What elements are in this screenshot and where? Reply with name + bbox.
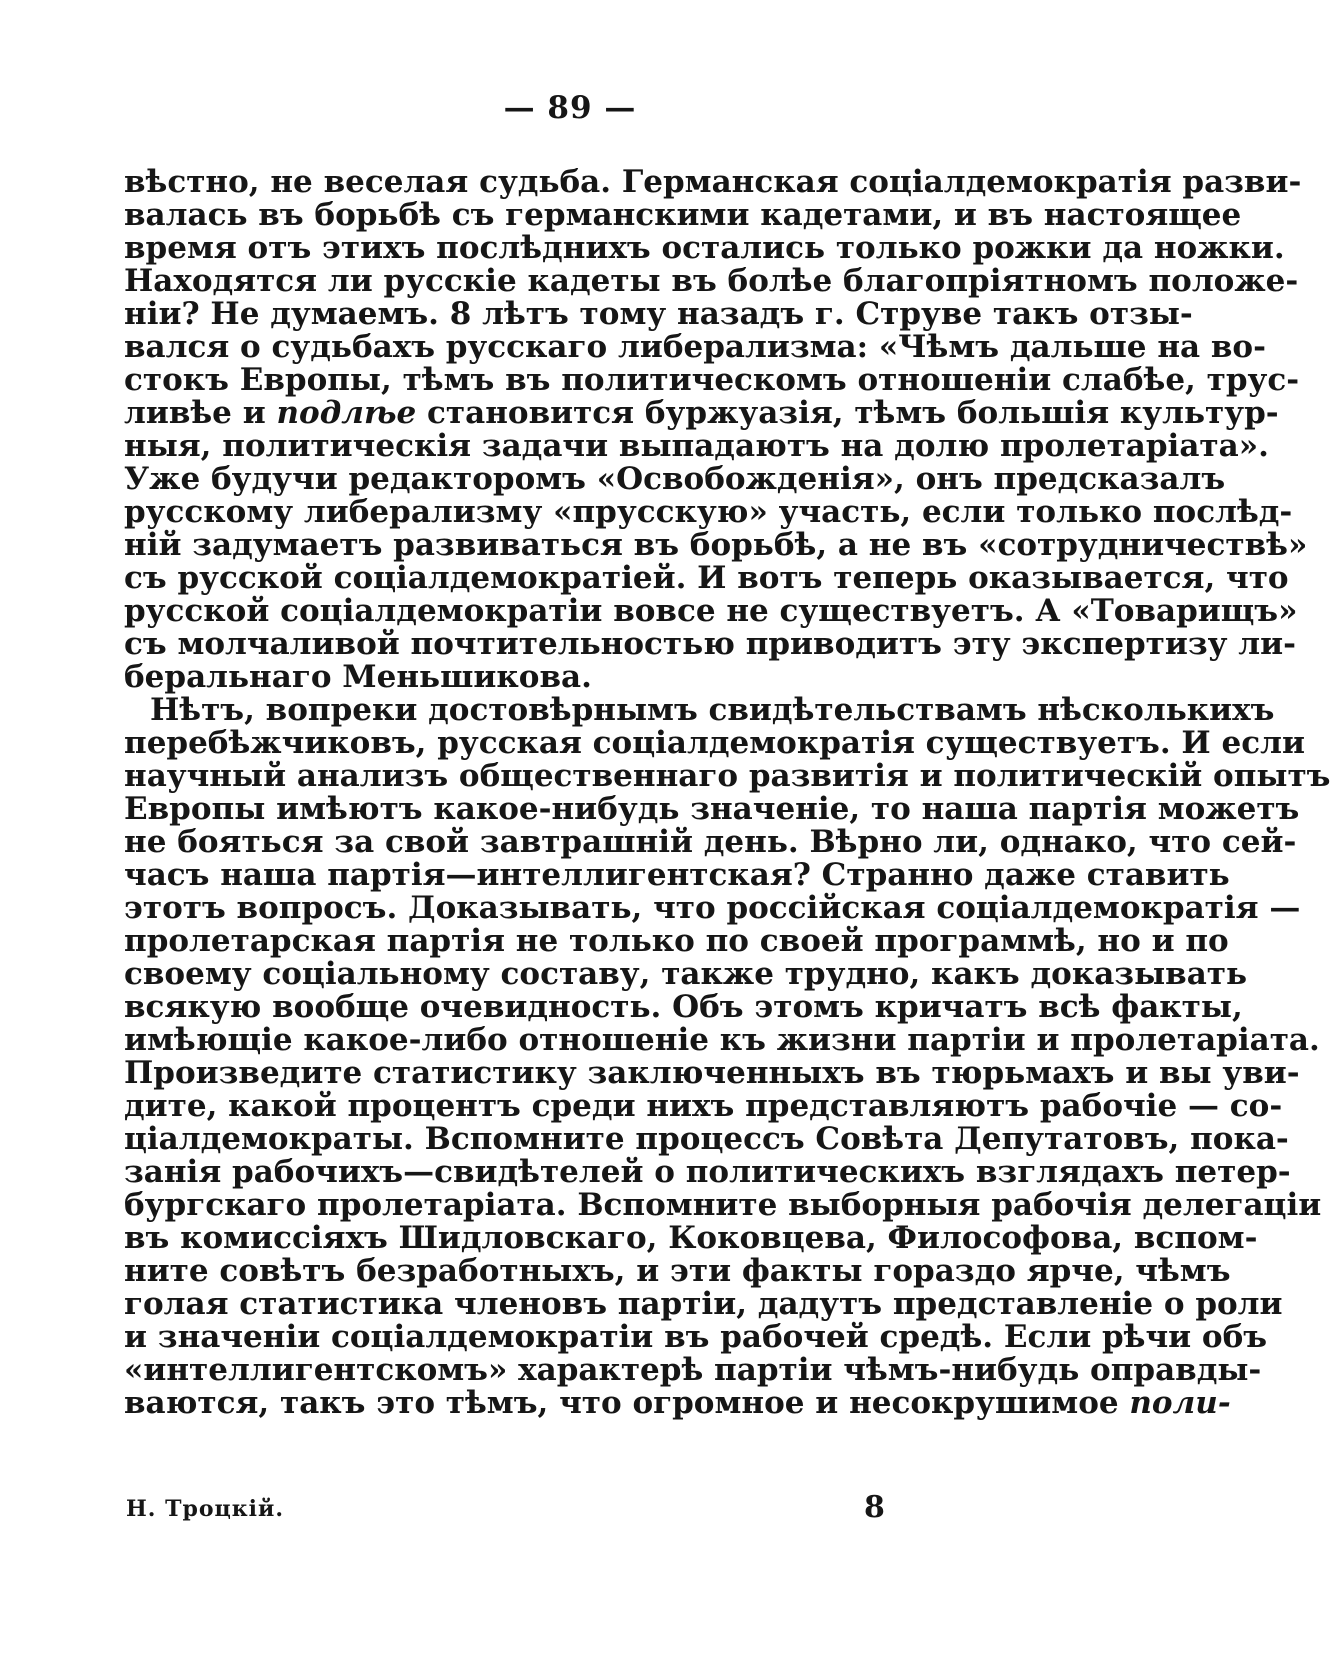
text-line: валась въ борьбѣ съ германскими кадетами, и въ настоящее xyxy=(124,197,1242,233)
text-segment: ливѣе и xyxy=(124,395,277,431)
emphasis-text: поли- xyxy=(1129,1385,1231,1421)
text-line: съ молчаливой почтительностью приводитъ эту экспертизу ли- xyxy=(124,626,1296,662)
text-segment: становится буржуазія, тѣмъ большія культур- xyxy=(416,395,1279,431)
footer-author: Н. Троцкій. xyxy=(126,1496,285,1522)
text-line: не бояться за свой завтрашній день. Вѣрно ли, однако, что сей- xyxy=(124,824,1297,860)
text-segment: ваются, такъ это тѣмъ, что огромное и несокрушимое xyxy=(124,1385,1130,1421)
text-line: пролетарская партія не только по своей программѣ, но и по xyxy=(124,923,1229,959)
text-line xyxy=(124,1385,1231,1421)
text-line: Уже будучи редакторомъ «Освобожденія», онъ предсказалъ xyxy=(124,461,1226,497)
text-line: часъ наша партія—интеллигентская? Странно даже ставить xyxy=(124,857,1230,893)
text-line: ціалдемократы. Вспомните процессъ Совѣта Депутатовъ, пока- xyxy=(124,1121,1289,1157)
text-line: всякую вообще очевидность. Объ этомъ кричатъ всѣ факты, xyxy=(124,989,1243,1025)
text-line: ніи? Не думаемъ. 8 лѣтъ тому назадъ г. Струве такъ отзы- xyxy=(124,296,1193,332)
text-line: голая статистика членовъ партіи, дадутъ представленіе о роли xyxy=(124,1286,1283,1322)
text-line: Европы имѣютъ какое-нибудь значеніе, то наша партія можетъ xyxy=(124,791,1300,827)
text-line: занія рабочихъ—свидѣтелей о политическихъ взглядахъ петер- xyxy=(124,1154,1291,1190)
page-number: — 89 — xyxy=(503,90,637,126)
text-line: этотъ вопросъ. Доказывать, что россійская соціалдемократія — xyxy=(124,890,1301,926)
emphasis-text: подлѣе xyxy=(276,395,417,431)
text-line: Нѣтъ, вопреки достовѣрнымъ свидѣтельствамъ нѣсколькихъ xyxy=(150,692,1275,728)
body-text xyxy=(124,164,1330,1421)
text-line: имѣющіе какое-либо отношеніе къ жизни партіи и пролетаріата. xyxy=(124,1022,1320,1058)
text-line: стокъ Европы, тѣмъ въ политическомъ отношеніи слабѣе, трус- xyxy=(124,362,1300,398)
text-line: беральнаго Меньшикова. xyxy=(124,659,592,695)
text-line: ній задумаетъ развиваться въ борьбѣ, а не въ «сотрудничествѣ» xyxy=(124,527,1308,563)
text-line: научный анализъ общественнаго развитія и политическій опытъ xyxy=(124,758,1330,794)
text-line: «интеллигентскомъ» характерѣ партіи чѣмъ-нибудь оправды- xyxy=(124,1352,1262,1388)
signature-mark: 8 xyxy=(864,1490,885,1525)
text-line: Находятся ли русскіе кадеты въ болѣе благопріятномъ положе- xyxy=(124,263,1299,299)
text-line: съ русской соціалдемократіей. И вотъ теперь оказывается, что xyxy=(124,560,1289,596)
text-line: вѣстно, не веселая судьба. Германская соціалдемократія разви- xyxy=(124,164,1302,200)
text-line: русской соціалдемократіи вовсе не существуетъ. А «Товарищъ» xyxy=(124,593,1298,629)
text-line: перебѣжчиковъ, русская соціалдемократія существуетъ. И если xyxy=(124,725,1305,761)
text-line: ните совѣтъ безработныхъ, и эти факты гораздо ярче, чѣмъ xyxy=(124,1253,1231,1289)
text-line: дите, какой процентъ среди нихъ представляютъ рабочіе — со- xyxy=(124,1088,1283,1124)
text-line xyxy=(124,395,1279,431)
text-line: ныя, политическія задачи выпадаютъ на долю пролетаріата». xyxy=(124,428,1269,464)
text-line: русскому либерализму «прусскую» участь, если только послѣд- xyxy=(124,494,1293,530)
text-line: своему соціальному составу, также трудно, какъ доказывать xyxy=(124,956,1248,992)
text-line: и значеніи соціалдемократіи въ рабочей средѣ. Если рѣчи объ xyxy=(124,1319,1268,1355)
text-line: бургскаго пролетаріата. Вспомните выборныя рабочія делегаціи xyxy=(124,1187,1322,1223)
text-line: вался о судьбахъ русскаго либерализма: «Чѣмъ дальше на во- xyxy=(124,329,1266,365)
text-line: въ комиссіяхъ Шидловскаго, Коковцева, Философова, вспом- xyxy=(124,1220,1258,1256)
text-line: Произведите статистику заключенныхъ въ тюрьмахъ и вы уви- xyxy=(124,1055,1300,1091)
text-line: время отъ этихъ послѣднихъ остались только рожки да ножки. xyxy=(124,230,1285,266)
